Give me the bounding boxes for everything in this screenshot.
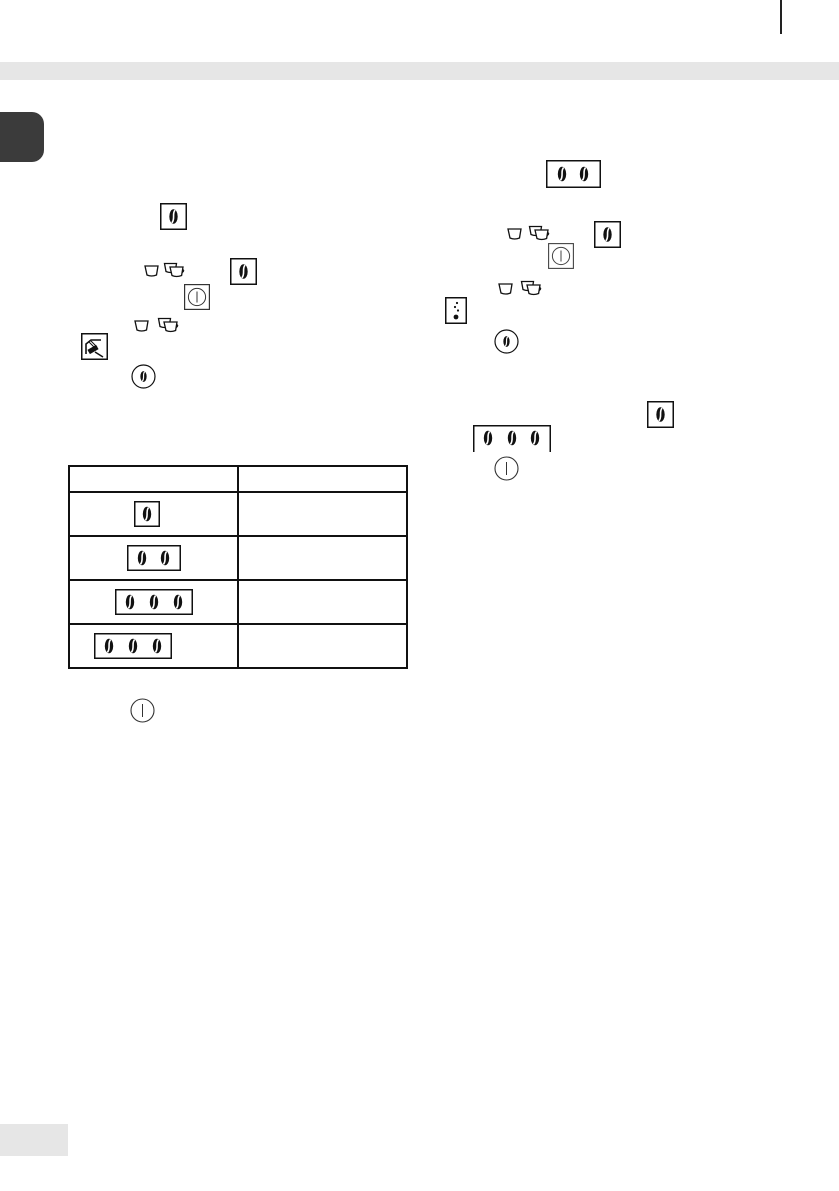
bean-strength-3-open-icon (94, 633, 172, 659)
cup-single-icon (133, 319, 151, 333)
cup-single-icon (506, 227, 524, 241)
cup-single-icon (143, 264, 161, 278)
table-header-row (69, 466, 407, 492)
table-header-cell (238, 466, 407, 492)
bean-strength-1-icon (160, 203, 187, 230)
bean-strength-1-icon (230, 258, 257, 285)
language-tab (0, 112, 44, 162)
header-bar (0, 62, 839, 80)
table-row (69, 580, 407, 624)
cup-single-icon (497, 282, 515, 296)
water-drops-icon (445, 297, 467, 324)
bean-strength-2-icon (546, 160, 601, 188)
strength-table (68, 465, 408, 669)
bean-strength-2-icon (127, 545, 181, 571)
bean-strength-1-icon (647, 401, 674, 428)
cup-double-icon (163, 262, 185, 278)
table-cell-icon (69, 536, 238, 580)
power-icon (184, 284, 210, 310)
table-cell-text (238, 580, 407, 624)
cup-double-icon (528, 225, 550, 241)
power-icon (548, 243, 574, 269)
aroma-button-icon (131, 364, 156, 389)
table-cell-icon (69, 580, 238, 624)
table-cell-text (238, 624, 407, 668)
bean-strength-1-icon (594, 221, 621, 248)
bean-strength-3-icon (473, 425, 551, 452)
table-cell-icon (69, 624, 238, 668)
power-icon (494, 456, 519, 481)
bean-strength-1-icon (134, 501, 160, 527)
bean-strength-3-icon (115, 589, 193, 615)
table-row (69, 536, 407, 580)
table-cell-text (238, 492, 407, 536)
table-row (69, 492, 407, 536)
descale-unit-icon (81, 333, 108, 360)
table-cell-text (238, 536, 407, 580)
table-cell-icon (69, 492, 238, 536)
page-number-box (0, 1124, 68, 1156)
cup-double-icon (157, 317, 179, 333)
table-row (69, 624, 407, 668)
cup-double-icon (520, 280, 542, 296)
table-header-cell (69, 466, 238, 492)
power-icon (130, 698, 155, 723)
top-crop-mark (780, 0, 782, 34)
aroma-button-icon (494, 329, 519, 354)
